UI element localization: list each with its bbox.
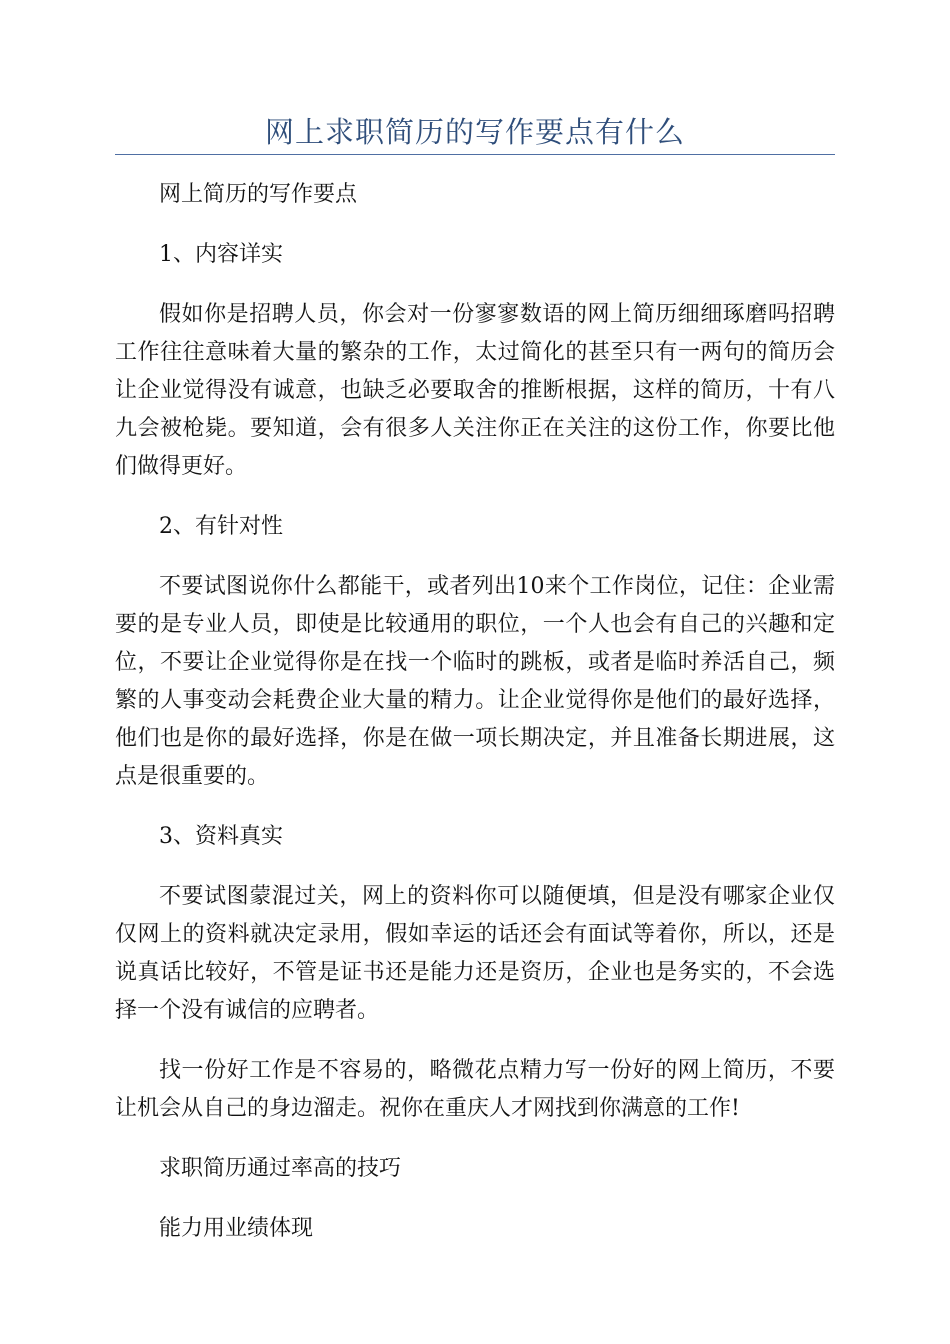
paragraph-subheading-2: 求职简历通过率高的技巧 [159,1156,402,1181]
paragraph-section-3-heading: 3、资料真实 [159,824,283,849]
paragraph-section-2-body: 不要试图说你什么都能干，或者列出10来个工作岗位，记住：企业需要的是专业人员，即使是比较通用的职位，一个人也会有自己的兴趣和定位，不要让企业觉得你是在找一个临时的跳板，或者是临时养活自己，频繁的人事变动会耗费企业大量的精力。让企业觉得你是他们的最好选择，他们也是你的最好选择，你是在做一项长期决定，并且准备长期进展，这点是很重要的。 [115,574,835,789]
paragraph-tip-heading: 能力用业绩体现 [159,1216,314,1241]
document-body [115,176,835,1270]
paragraph-section-2-heading: 2、有针对性 [159,514,283,539]
paragraph-subheading: 网上简历的写作要点 [159,182,358,207]
paragraph-section-1-body: 假如你是招聘人员，你会对一份寥寥数语的网上简历细细琢磨吗招聘工作往往意味着大量的繁杂的工作，太过简化的甚至只有一两句的简历会让企业觉得没有诚意，也缺乏必要取舍的推断根据，这样的简历，十有八九会被枪毙。要知道，会有很多人关注你正在关注的这份工作，你要比他们做得更好。 [115,302,835,479]
paragraph-conclusion: 找一份好工作是不容易的，略微花点精力写一份好的网上简历，不要让机会从自己的身边溜走。祝你在重庆人才网找到你满意的工作! [115,1058,835,1121]
paragraph-section-1-heading: 1、内容详实 [159,242,283,267]
paragraph-section-3-body: 不要试图蒙混过关，网上的资料你可以随便填，但是没有哪家企业仅仅网上的资料就决定录用，假如幸运的话还会有面试等着你，所以，还是说真话比较好，不管是证书还是能力还是资历，企业也是务实的，不会选择一个没有诚信的应聘者。 [115,884,835,1023]
title-underline [115,154,835,155]
document-title: 网上求职简历的写作要点有什么 [264,115,685,149]
